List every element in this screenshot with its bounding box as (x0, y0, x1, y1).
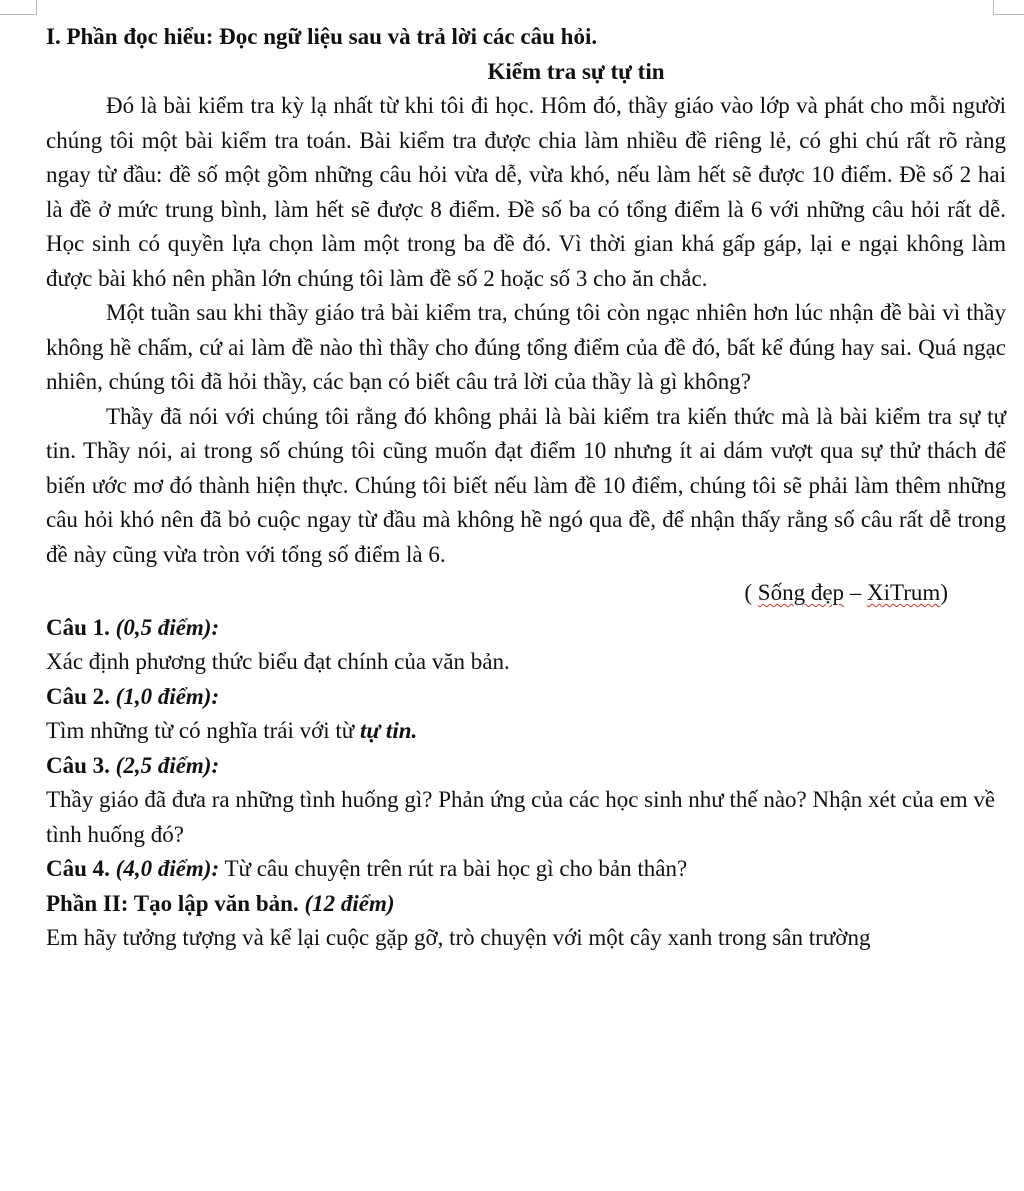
question-2-text (46, 714, 1006, 749)
passage-paragraph-3: Thầy đã nói với chúng tôi rằng đó không phải là bài kiểm tra kiến thức mà là bài kiểm tra sự tự tin. Thầy nói, ai trong số chúng tôi cũng muốn đạt điểm 10 nhưng ít ai dám vượt qua sự thử thách để biến ước mơ đó thành hiện thực. Chúng tôi biết nếu làm đề 10 điểm, chúng tôi sẽ phải làm thêm những câu hỏi khó nên đã bỏ cuộc ngay từ đầu mà không hề ngó qua đề, để nhận thấy rằng số câu rất dễ trong đề này cũng vừa tròn với tổng số điểm là 6. (46, 403, 1006, 567)
question-3 (46, 749, 1006, 853)
question-1-header (46, 611, 1006, 646)
source-dash: – (844, 580, 868, 605)
question-3-label: Câu 3. (46, 752, 110, 778)
document-page (46, 20, 1006, 956)
question-2 (46, 680, 1006, 749)
question-1-points: (0,5 điểm): (115, 614, 220, 640)
question-2-header (46, 680, 1006, 715)
question-4-text: Từ câu chuyện trên rút ra bài học gì cho bản thân? (219, 856, 688, 881)
section2-prompt: Em hãy tưởng tượng và kể lại cuộc gặp gỡ, trò chuyện với một cây xanh trong sân trường (46, 925, 871, 950)
question-4-label: Câu 4. (46, 856, 110, 881)
passage-paragraph-1: Đó là bài kiểm tra kỳ lạ nhất từ khi tôi đi học. Hôm đó, thầy giáo vào lớp và phát cho mỗi người chúng tôi một bài kiểm tra toán. Bài kiểm tra được chia làm nhiều đề riêng lẻ, có ghi chú rất rõ ràng ngay từ đầu: đề số một gồm những câu hỏi vừa dễ, vừa khó, nếu làm hết sẽ được 10 điểm. Đề số 2 hai là đề ở mức trung bình, làm hết sẽ được 8 điểm. Đề số ba có tổng điểm là 6 với những câu hỏi rất dễ. Học sinh có quyền lựa chọn làm một trong ba đề đó. Vì thời gian khá gấp gáp, lại e ngại không làm được bài khó nên phần lớn chúng tôi làm đề số 2 hoặc số 3 cho ăn chắc. (46, 93, 1006, 291)
source-close: ) (940, 580, 948, 605)
passage-title: Kiểm tra sự tự tin (487, 58, 665, 84)
question-4 (46, 852, 1006, 887)
section1-heading: I. Phần đọc hiểu: Đọc ngữ liệu sau và trả lời các câu hỏi. (46, 24, 598, 49)
passage-source (46, 576, 1006, 611)
question-4-line (46, 852, 1006, 887)
section2-points: (12 điểm) (304, 890, 395, 916)
page-corner-mark-left (0, 0, 37, 15)
source-open: ( (744, 580, 758, 605)
question-3-text: Thầy giáo đã đưa ra những tình huống gì? Phản ứng của các học sinh như thế nào? Nhận xét của em về tình huống đó? (46, 787, 996, 847)
section2-header (46, 887, 1006, 922)
question-4-points: (4,0 điểm): (115, 856, 220, 881)
question-1-label: Câu 1. (46, 614, 110, 640)
question-3-header (46, 749, 1006, 784)
section2-heading: Phần II: Tạo lập văn bản. (46, 890, 299, 916)
question-1 (46, 611, 1006, 680)
question-2-label: Câu 2. (46, 683, 110, 709)
question-2-text-main: Tìm những từ có nghĩa trái với từ (46, 718, 361, 743)
question-2-emphasis: tự tin. (360, 718, 418, 743)
page-corner-mark-right (993, 0, 1024, 15)
question-1-text: Xác định phương thức biểu đạt chính của văn bản. (46, 649, 510, 674)
question-3-points: (2,5 điểm): (115, 752, 220, 778)
question-2-points: (1,0 điểm): (115, 683, 220, 709)
source-author: XiTrum (867, 580, 941, 605)
source-name: Sống đẹp (757, 580, 845, 605)
passage-paragraph-2: Một tuần sau khi thầy giáo trả bài kiểm tra, chúng tôi còn ngạc nhiên hơn lúc nhận đề bài vì thầy không hề chấm, cứ ai làm đề nào thì thầy cho đúng tổng điểm của đề đó, bất kể đúng hay sai. Quá ngạc nhiên, chúng tôi đã hỏi thầy, các bạn có biết câu trả lời của thầy là gì không? (46, 300, 1006, 394)
